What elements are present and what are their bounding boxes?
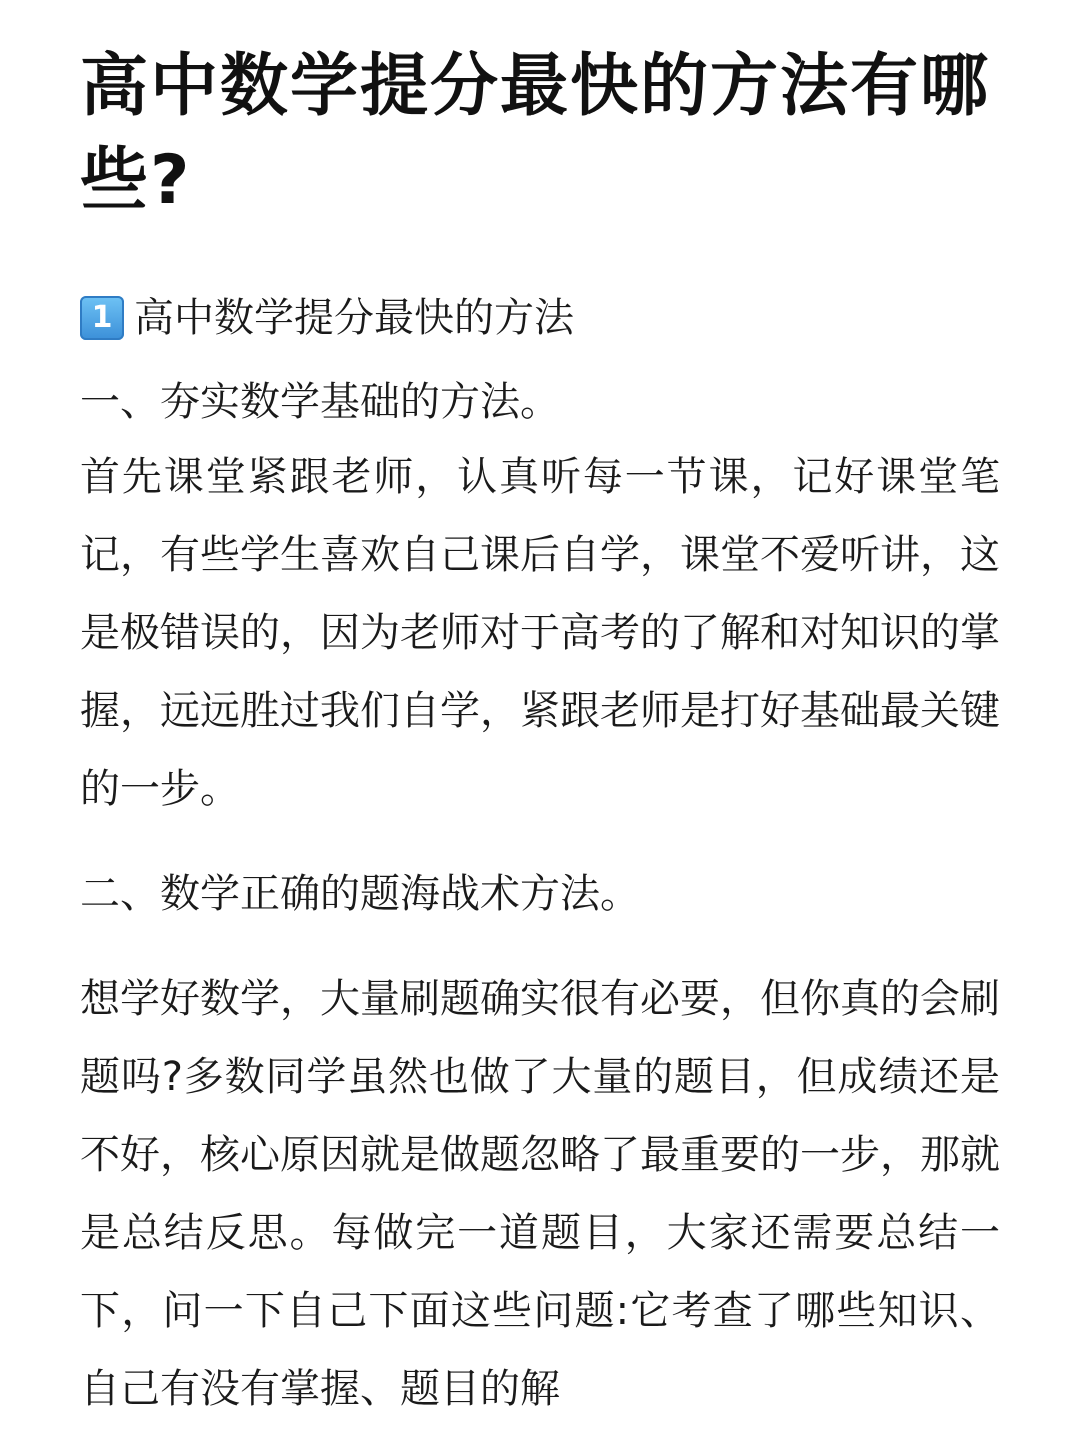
- paragraph-foundation: 首先课堂紧跟老师，认真听每一节课，记好课堂笔记，有些学生喜欢自己课后自学，课堂不爱听讲，这是极错误的，因为老师对于高考的了解和对知识的掌握，远远胜过我们自学，紧跟老师是打好基础最关键的一步。: [80, 454, 1000, 812]
- subheading-practice: 二、数学正确的题海战术方法。: [80, 871, 640, 917]
- section-heading: [80, 290, 1000, 346]
- subheading-foundation: 一、夯实数学基础的方法。: [80, 379, 560, 425]
- article-title: 高中数学提分最快的方法有哪些?: [80, 47, 991, 220]
- section-heading-text: 高中数学提分最快的方法: [134, 295, 574, 341]
- paragraph-practice: 想学好数学，大量刷题确实很有必要，但你真的会刷题吗?多数同学虽然也做了大量的题目，但成绩还是不好，核心原因就是做题忽略了最重要的一步，那就是总结反思。每做完一道题目，大家还需要总结一下，问一下自己下面这些问题:它考查了哪些知识、自己有没有掌握、题目的解: [80, 976, 1000, 1412]
- keycap-one-icon: 1: [80, 296, 124, 340]
